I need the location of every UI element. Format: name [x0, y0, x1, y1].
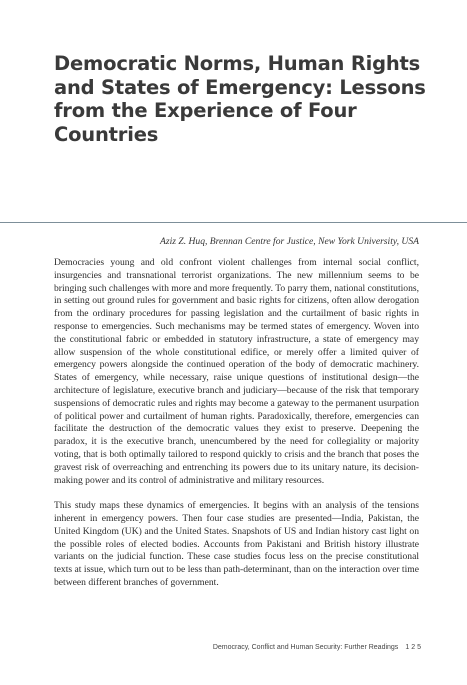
paragraph: This study maps these dynamics of emergencies. It begins with an analysis of the tensions inherent in emergency powers. Then four case studies are presented—India, Pakistan, the United Kingdom (UK) and the United States. Snapshots of US and Indian history cast light on the possible roles of elected bodies. Accounts from Pakistani and British history illustrate variants on the judicial function. These case studies focus less on the precise constitutional texts at issue, which turn out to be less than path-determinant, than on the interaction over time between different branches of government. — [54, 500, 419, 588]
article-title: Democratic Norms, Human Rights and States of Emergency: Lessons from the Experience of Four Countries — [54, 52, 426, 146]
page-number: 125 — [405, 644, 423, 651]
article-body — [54, 257, 419, 603]
paragraph: Democracies young and old confront violent challenges from internal social conflict, insurgencies and transnational terrorist organizations. The new millennium seems to be bringing such challenges with more and more frequently. To parry them, national constitutions, in setting out ground rules for government and basic rights for citizens, often allow derogation from the ordinary procedures for passing legislation and the curtailment of basic rights in response to emergencies. Such mechanisms may be termed states of emergency. Woven into the constitutional fabric or embedded in statutory infrastructure, a state of emergency may allow suspension of the whole constitutional edifice, or merely offer a limited quiver of emergency powers alongside the continued operation of the body of democratic machinery. States of emergency, while necessary, raise unique questions of institutional design—the architecture of legislature, executive branch and judiciary—because of the risk that temporary suspensions of democratic rules and rights may become a gateway to the permanent usurpation of political power and curtailment of human rights. Paradoxically, therefore, emergencies can facilitate the destruction of the democratic values they exist to preserve. Deepening the paradox, it is the executive branch, unencumbered by the need for collegiality or majority voting, that is both optimally tailored to respond quickly to crisis and the branch that poses the gravest risk of overreaching and entrenching its powers due to its unitary nature, its decision-making power and its control of administrative and military resources. — [54, 257, 419, 486]
page-footer — [213, 644, 423, 651]
footer-book-title: Democracy, Conflict and Human Security: Further Readings — [212, 644, 399, 651]
section-divider — [0, 222, 467, 223]
author-byline: Aziz Z. Huq, Brennan Centre for Justice, New York University, USA — [159, 236, 419, 247]
